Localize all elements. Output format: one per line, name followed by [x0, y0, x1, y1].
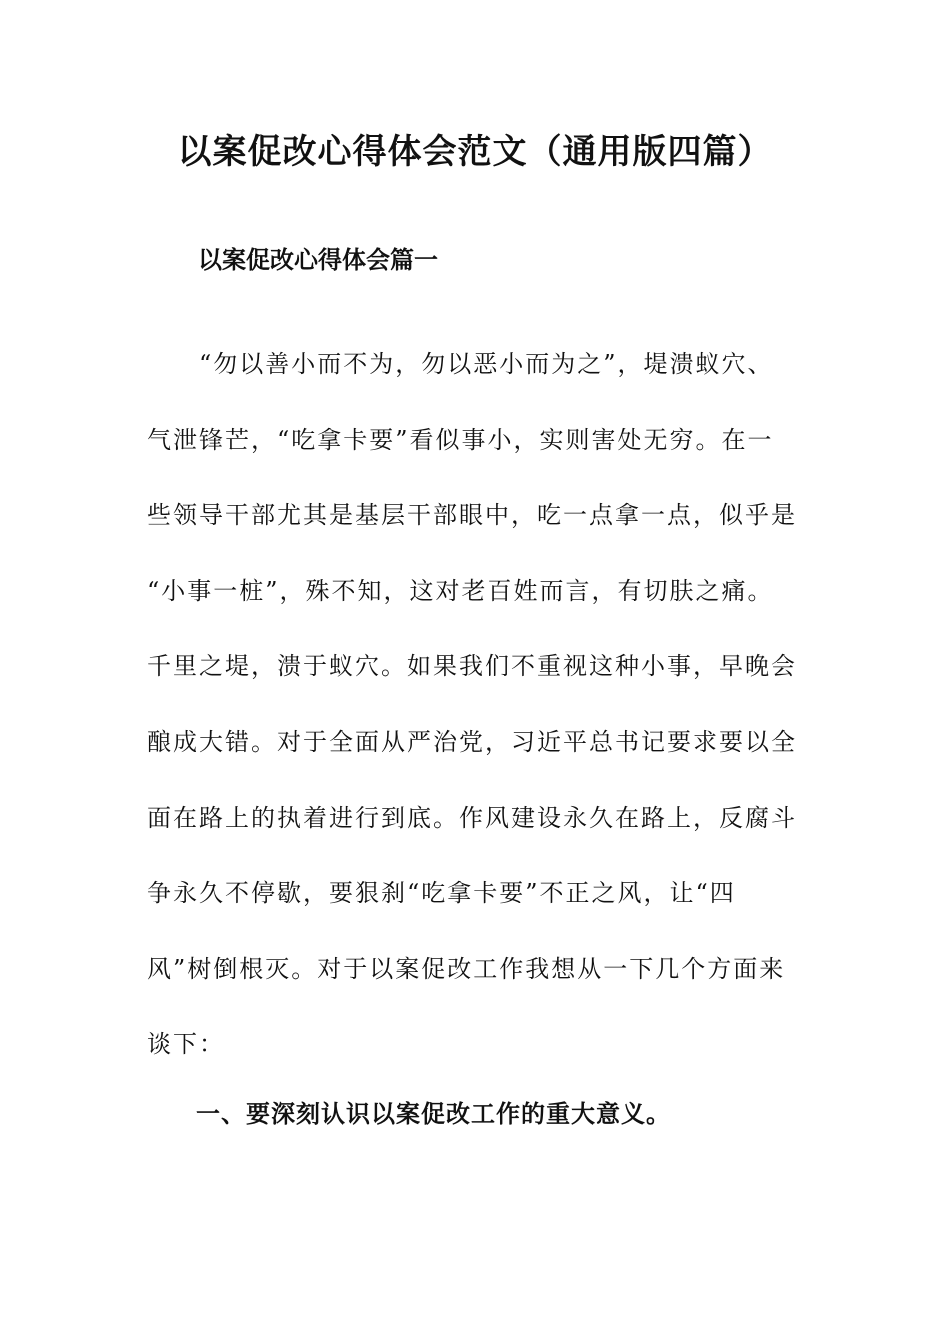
paragraph-line: “小事一桩”，殊不知，这对老百姓而言，有切肤之痛。 — [147, 576, 774, 605]
paragraph-line: 争永久不停歇，要狠刹“吃拿卡要”不正之风，让“四 — [147, 879, 736, 908]
paragraph-line: 气泄锋芒，“吃拿卡要”看似事小，实则害处无穷。在一 — [147, 425, 774, 454]
paragraph-line: 风”树倒根灭。对于以案促改工作我想从一下几个方面来 — [147, 954, 786, 983]
section-heading: 以案促改心得体会篇一 — [198, 246, 438, 274]
document-title: 以案促改心得体会范文（通用版四篇） — [177, 132, 773, 172]
paragraph-line: 千里之堤，溃于蚁穴。如果我们不重视这种小事，早晚会 — [147, 652, 797, 681]
paragraph-line: 酿成大错。对于全面从严治党，习近平总书记要求要以全 — [147, 727, 797, 756]
body-paragraph — [147, 340, 797, 1096]
paragraph-line: 面在路上的执着进行到底。作风建设永久在路上，反腐斗 — [147, 803, 797, 832]
paragraph-line: 些领导干部尤其是基层干部眼中，吃一点拿一点，似乎是 — [147, 501, 797, 530]
paragraph-line: 谈下： — [147, 1030, 225, 1059]
paragraph-line: “勿以善小而不为，勿以恶小而为之”，堤溃蚁穴、 — [199, 350, 774, 378]
subheading: 一、要深刻认识以案促改工作的重大意义。 — [196, 1100, 671, 1128]
